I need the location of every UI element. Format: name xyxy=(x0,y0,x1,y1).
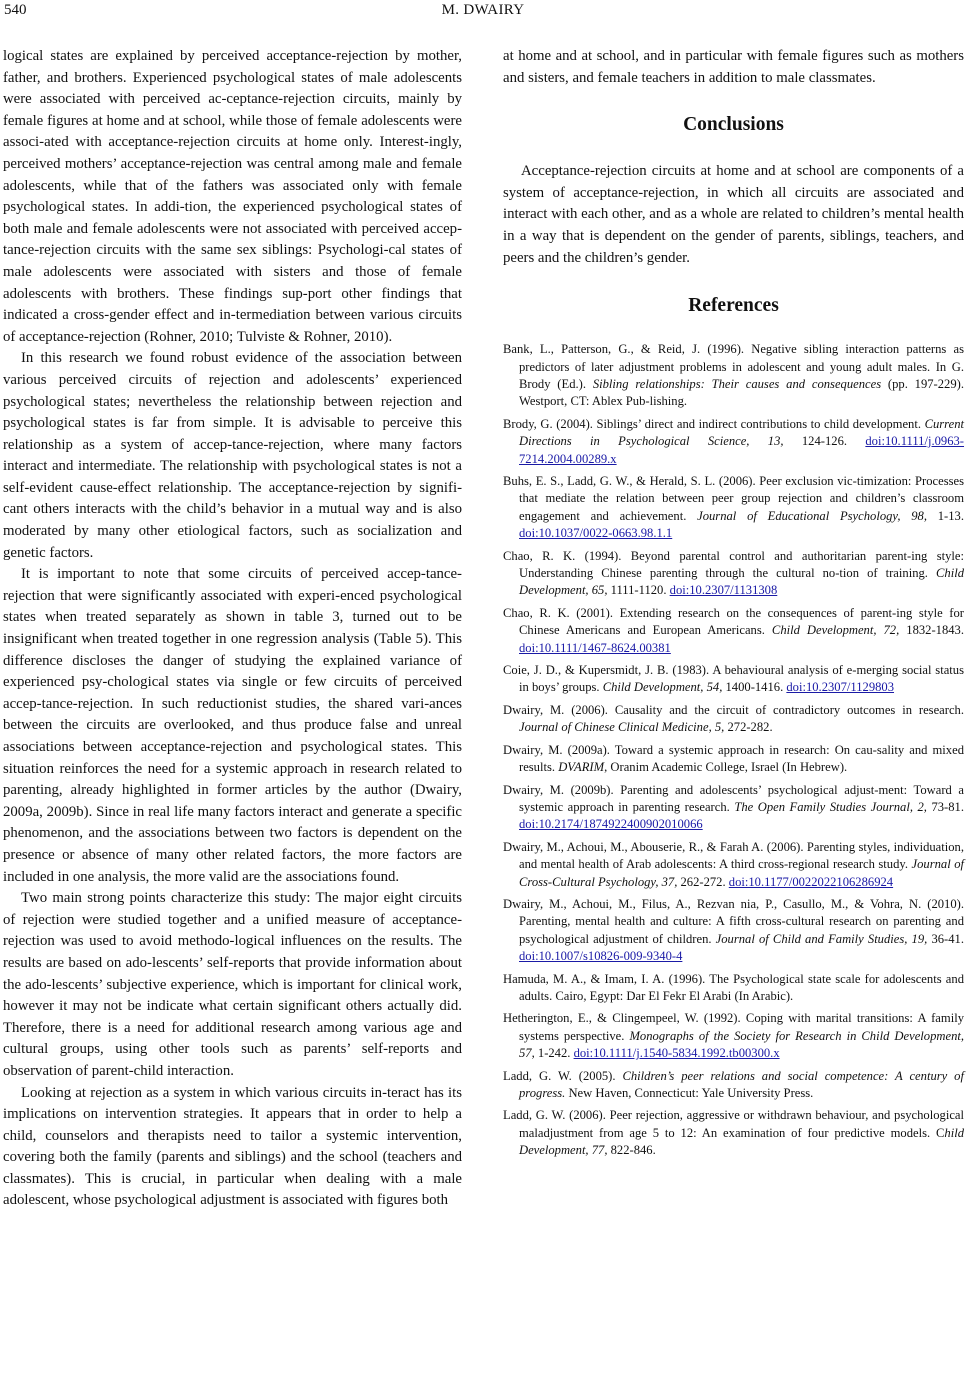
reference-source: hild Development, 77, xyxy=(519,1125,964,1158)
doi-link[interactable]: doi:10.2174/1874922400902010066 xyxy=(519,817,703,832)
reference-source: DVARIM xyxy=(558,760,605,775)
reference-text: Dwairy, M. (2009b). Parenting and adolescents’ psychological adjust-ment: Toward a systemic approach in parenting research. xyxy=(503,782,964,814)
reference-text: Ladd, G. W. (2005). xyxy=(503,1068,623,1083)
reference-source: The Open Family Studies Journal, 2, xyxy=(734,799,927,814)
page-header xyxy=(0,0,966,26)
reference-text: Chao, R. K. (1994). Beyond parental control and authoritarian parent-ing style: Understanding Chinese parenting through the cultural no-tion of training. xyxy=(503,548,964,581)
reference-entry xyxy=(503,1068,964,1103)
reference-entry xyxy=(503,702,964,737)
reference-text: Bank, L., Patterson, G., & Reid, J. (1996). Negative sibling interaction patterns as predictors of later adjustment problems in adolescent and young adult males. In G. Brody (Ed.). xyxy=(503,342,964,391)
reference-text: 36-41. xyxy=(927,931,964,946)
reference-source: Journal of Educational Psychology, 98, xyxy=(697,508,927,523)
reference-entry xyxy=(503,416,964,468)
reference-text: 1111-1120. xyxy=(607,583,670,598)
reference-text: 272-282. xyxy=(724,720,773,735)
conclusions-heading: Conclusions xyxy=(683,114,784,136)
reference-entry xyxy=(503,1010,964,1062)
reference-source: Child Development, 65, xyxy=(519,566,964,598)
reference-text: Brody, G. (2004). Siblings’ direct and indirect contributions to child development. xyxy=(503,416,925,431)
doi-link[interactable]: doi:10.1111/1467-8624.00381 xyxy=(519,640,671,655)
reference-source: Children’s peer relations and social competence: A century of progress. xyxy=(519,1068,964,1100)
reference-source: Journal of Chinese Clinical Medicine, 5, xyxy=(519,720,725,735)
right-column xyxy=(503,46,964,1165)
reference-source: Current Directions in Psychological Science, 13, xyxy=(519,416,964,449)
reference-text: , Oranim Academic College, Israel (In Hebrew). xyxy=(604,760,848,775)
reference-text: Dwairy, M., Achoui, M., Abouserie, R., & Farah A. (2006). Parenting styles, individuation, and mental health of Arab adolescents: A third cross-regional research study. xyxy=(503,839,964,872)
body-paragraph: at home and at school, and in particular with female figures such as mothers and sisters, and female teachers in addition to male classmates. xyxy=(503,48,964,86)
body-paragraph: It is important to note that some circuits of perceived accep-tance-rejection that were significantly associated with experi-enced psychological states when treated separately as shown in table 3, turned out to be insignificant when treated together in one regression analysis (Table 5). This difference discloses the danger of studying the explained variance of experienced psy-chological states via single or few circuits of perceived accep-tance-rejection. In such reductionist studies, the shared vari-ances between the circuits are overlooked, and thus produce false and unreal associations between acceptance-rejection and psychological states. This situation reinforces the need for a systemic approach in research related to parenting, already highlighted in former articles by the author (Dwairy, 2009a, 2009b). Since in real life many factors interact and generate a specific phenomenon, and the associations between two factors is dependent on the presence or absence of many other related factors, the more factors are included in one analysis, the more valid are the associations found. xyxy=(3,566,462,885)
body-paragraph: logical states are explained by perceived acceptance-rejection by mother, father, and brothers. Experienced psychological states of male adolescents were associated with perceived ac-ceptance-rejection circuits, mainly by female figures at home and at school, while those of female adolescents were associ-ated with acceptance-rejection circuits at home only. Interest-ingly, perceived mothers’ acceptance-rejection was central among male and female adolescents, while that of the fathers was associated only with female psychological states. In addi-tion, the experienced psychological states of both male and female adolescents were not associated with perceived accep-tance-rejection circuits with the same sex siblings: Psychologi-cal states of male adolescents were associated with sisters and those of female adolescents with brothers. These findings sup-port other findings that indicated a cross-gender effect and in-termediation between various circuits of acceptance-rejection (Rohner, 2010; Tulviste & Rohner, 2010). xyxy=(3,48,462,345)
reference-text: Dwairy, M. (2009a). Toward a systemic approach in research: On cau-sality and mixed results. xyxy=(503,742,964,775)
reference-text: Ladd, G. W. (2006). Peer rejection, aggressive or withdrawn behaviour, and psychological maladjustment from age 5 to 12: An examination of four predictive models. C xyxy=(503,1108,964,1140)
reference-source: Child Development, 72, xyxy=(771,623,900,638)
reference-text: New Haven, Connecticut: Yale University Press. xyxy=(565,1086,814,1100)
reference-text: Chao, R. K. (2001). Extending research on the consequences of parent-ing style for Chinese Americans and European Americans. xyxy=(503,605,964,638)
doi-link[interactable]: doi:10.1111/j.0963-7214.2004.00289.x xyxy=(519,434,965,466)
reference-source: Journal of Cross-Cultural Psychology, 37, xyxy=(519,857,964,889)
reference-entry xyxy=(503,1107,964,1159)
doi-link[interactable]: doi:10.1007/s10826-009-9340-4 xyxy=(519,949,683,964)
doi-link[interactable]: doi:10.2307/1129803 xyxy=(786,680,895,695)
page-number: 540 xyxy=(4,2,27,18)
reference-text: Buhs, E. S., Ladd, G. W., & Herald, S. L. (2006). Peer exclusion vic-timization: Processes that mediate the relation between peer group rejection and children’s classroom engagement and achievement. xyxy=(503,474,964,523)
doi-link[interactable]: doi:10.1037/0022-0663.98.1.1 xyxy=(519,526,673,541)
running-author: M. DWAIRY xyxy=(441,2,525,18)
reference-entry xyxy=(503,742,964,777)
reference-source: Journal of Child and Family Studies, 19, xyxy=(715,931,928,946)
reference-text: Hamuda, M. A., & Imam, I. A. (1996). The Psychological state scale for adolescents and adults. Cairo, Egypt: Dar El Fekr El Arabi (In Arabic). xyxy=(503,971,964,1003)
reference-entry xyxy=(503,341,964,411)
reference-text: (pp. 197-229). Westport, CT: Ablex Pub-lishing. xyxy=(519,376,964,409)
references-heading: References xyxy=(688,295,779,317)
reference-text: 822-846. xyxy=(607,1143,656,1158)
reference-text: 1832-1843. xyxy=(899,623,964,638)
reference-entry xyxy=(503,782,964,834)
reference-entry xyxy=(503,971,964,1006)
body-paragraph: In this research we found robust evidence of the association between various perceived circuits of rejection and adolescents’ experienced psychological states; nevertheless the relationship between rejection and psychological states is far from simple. It is advisable to perceive this relationship as a system of accep-tance-rejection, where many factors interact and intermediate. The relationship with psychological states is not a self-evident cause-effect relationship. The acceptance-rejection by signifi-cant others interacts with the child’s behavior in a mutual way and is also moderated by many other etiological factors, such as socialization and genetic factors. xyxy=(3,350,462,561)
conclusions-paragraph: Acceptance-rejection circuits at home and at school are components of a system of acceptance-rejection, in which all circuits are associated and interact with each other, and as a whole are related to children’s mental health in a way that is dependent on the gender of parents, siblings, teachers, and peers and the children’s gender. xyxy=(503,163,964,266)
reference-text: Dwairy, M., Achoui, M., Filus, A., Rezvan nia, P., Casullo, M., & Vohra, N. (2010). Parenting, mental health and culture: A fifth cross-cultural research on parenting and psychological adjustment of children. xyxy=(503,896,964,946)
reference-text: 1-13. xyxy=(926,508,964,523)
reference-entry xyxy=(503,839,964,891)
reference-entry xyxy=(503,548,964,600)
reference-entry xyxy=(503,473,964,543)
reference-source: Sibling relationships: Their causes and consequences xyxy=(592,376,882,391)
reference-text: Hetherington, E., & Clingempeel, W. (1992). Coping with marital transitions: A family systems perspective. xyxy=(503,1011,964,1043)
reference-text: Coie, J. D., & Kupersmidt, J. B. (1983). A behavioural analysis of e-merging social status in boys’ groups. xyxy=(503,663,964,695)
reference-text: 1400-1416. xyxy=(722,680,787,695)
body-paragraph: Two main strong points characterize this study: The major eight circuits of rejection were studied together and a unified measure of acceptance-rejection was used to avoid methodo-logical influences on the results. The results are based on ado-lescents’ self-reports that provide information about the ado-lescents’ subjective experience, which is important for clinical work, however it may not be indicate what certain significant others actually did. Therefore, there is a need for additional research among various age and cultural groups, using other tools such as parents’ self-reports and observation of parent-child interaction. xyxy=(3,890,462,1079)
body-paragraph: Looking at rejection as a system in which various circuits in-teract has its implications on intervention strategies. It appears that in order to help a child, counselors and therapists need to tailor a systemic intervention, covering both the family (parents and siblings) and the school (teachers and classmates). This is crucial, in particular when dealing with a male adolescent, whose psychological adjustment is associated with figures both xyxy=(3,1084,462,1209)
reference-text: 124-126. xyxy=(783,434,866,449)
left-column xyxy=(3,46,462,1212)
doi-link[interactable]: doi:10.1111/j.1540-5834.1992.tb00300.x xyxy=(573,1046,780,1061)
reference-text: 262-272. xyxy=(677,874,729,889)
reference-source: Monographs of the Society for Research in Child Development, 57, xyxy=(519,1028,965,1061)
reference-source: Child Development, 54, xyxy=(602,680,723,695)
reference-list xyxy=(503,341,964,1159)
reference-text: 73-81. xyxy=(926,799,964,814)
reference-entry xyxy=(503,605,964,657)
reference-text: 1-242. xyxy=(534,1046,574,1061)
reference-text: Dwairy, M. (2006). Causality and the circuit of contradictory outcomes in research. xyxy=(503,702,964,717)
doi-link[interactable]: doi:10.2307/1131308 xyxy=(669,583,778,598)
reference-entry xyxy=(503,662,964,697)
reference-entry xyxy=(503,896,964,966)
doi-link[interactable]: doi:10.1177/0022022106286924 xyxy=(728,874,894,889)
